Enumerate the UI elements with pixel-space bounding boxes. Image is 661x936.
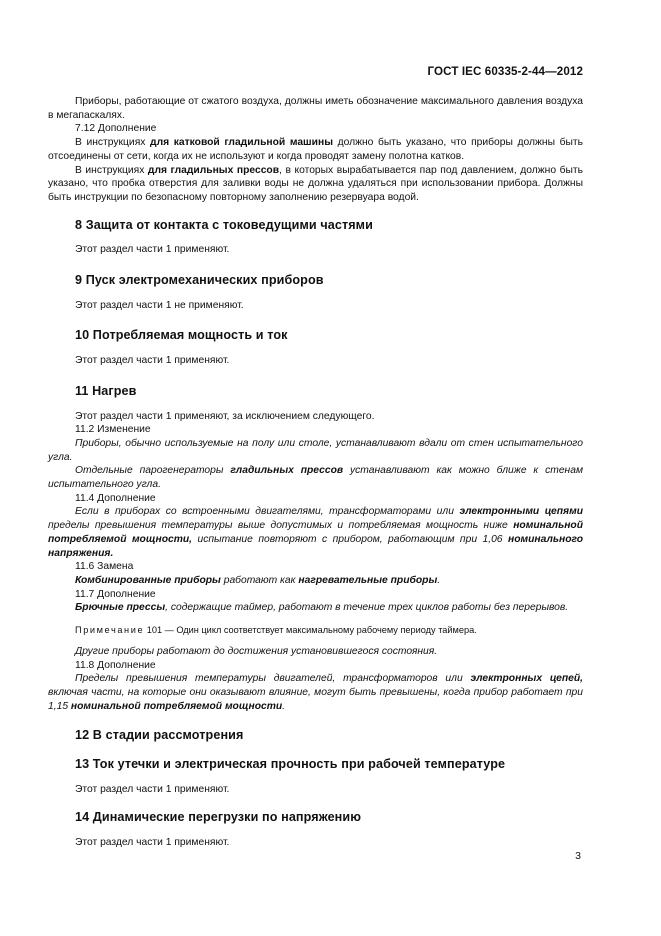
section-10-text: Этот раздел части 1 применяют. (75, 355, 230, 367)
paragraph-roller-ironer: В инструкциях для катковой гладильной машины должно быть указано, что приборы должны быть отсоединены от сети, когда их не используют и когда проводят замену полотна катков. (48, 137, 583, 162)
section-8-text: Этот раздел части 1 применяют. (75, 244, 230, 256)
section-8-title: 8 Защита от контакта с токоведущими частями (75, 217, 373, 232)
section-13-text: Этот раздел части 1 применяют. (75, 783, 230, 795)
page-number: 3 (575, 850, 581, 862)
clause-11-6: 11.6 Замена (75, 561, 134, 573)
section-11-text: Этот раздел части 1 применяют, за исключением следующего. (75, 410, 375, 422)
clause-7-12: 7.12 Дополнение (75, 123, 157, 135)
section-14-text: Этот раздел части 1 применяют. (75, 837, 230, 849)
paragraph-11-2-a: Приборы, обычно используемые на полу или столе, устанавливают вдали от стен испытательного угла. (48, 437, 583, 463)
section-11-title: 11 Нагрев (75, 383, 137, 398)
paragraph-11-2-b: Отдельные парогенераторы гладильных прессов устанавливают как можно ближе к стенам испытательного угла. (48, 465, 584, 491)
paragraph-11-7: Брючные прессы, содержащие таймер, работают в течение трех циклов работы без перерывов. (75, 602, 569, 614)
note-101: Примечание 101 — Один цикл соответствует максимальному рабочему периоду таймера. (75, 625, 477, 636)
clause-11-8: 11.8 Дополнение (75, 659, 156, 671)
section-12-title: 12 В стадии рассмотрения (75, 728, 244, 743)
clause-11-2: 11.2 Изменение (75, 424, 151, 436)
section-9-text: Этот раздел части 1 не применяют. (75, 299, 244, 311)
paragraph-11-4: Если в приборах со встроенными двигателями, трансформаторами или электронными цепями пределы превышения температуры выше допустимых и потребляемая мощность ниже номинальной потребляемой мощности, испытание повторяют с прибором, работающим при 1,06 номинального напряжения. (48, 506, 584, 559)
paragraph-11-6: Комбинированные приборы работают как нагревательные приборы. (75, 574, 441, 586)
paragraph-compressed-air: Приборы, работающие от сжатого воздуха, должны иметь обозначение максимального давления воздуха в мегапаскалях. (48, 96, 583, 121)
clause-11-7: 11.7 Дополнение (75, 588, 156, 600)
document-header: ГОСТ IEC 60335-2-44—2012 (427, 65, 583, 78)
section-9-title: 9 Пуск электромеханических приборов (75, 273, 324, 288)
section-14-title: 14 Динамические перегрузки по напряжению (75, 810, 362, 825)
paragraph-11-7-b: Другие приборы работают до достижения установившегося состояния. (75, 645, 438, 657)
paragraph-ironing-presses: В инструкциях для гладильных прессов, в которых вырабатывается пар под давлением, должно быть указано, что пробка отверстия для заливки воды не должна удаляться при использовании прибора. Должны быть инструкции по безопасному повторному заполнению резервуара водой. (48, 164, 583, 203)
page-content (48, 95, 583, 850)
section-13-title: 13 Ток утечки и электрическая прочность при рабочей температуре (75, 757, 506, 772)
paragraph-11-8: Пределы превышения температуры двигателей, трансформаторов или электронных цепей, включая части, на которые они оказывают влияние, могут быть превышены, когда прибор работает при 1,15 номинальной потребляемой мощности. (48, 673, 583, 712)
clause-11-4: 11.4 Дополнение (75, 492, 156, 504)
section-10-title: 10 Потребляемая мощность и ток (75, 328, 288, 343)
